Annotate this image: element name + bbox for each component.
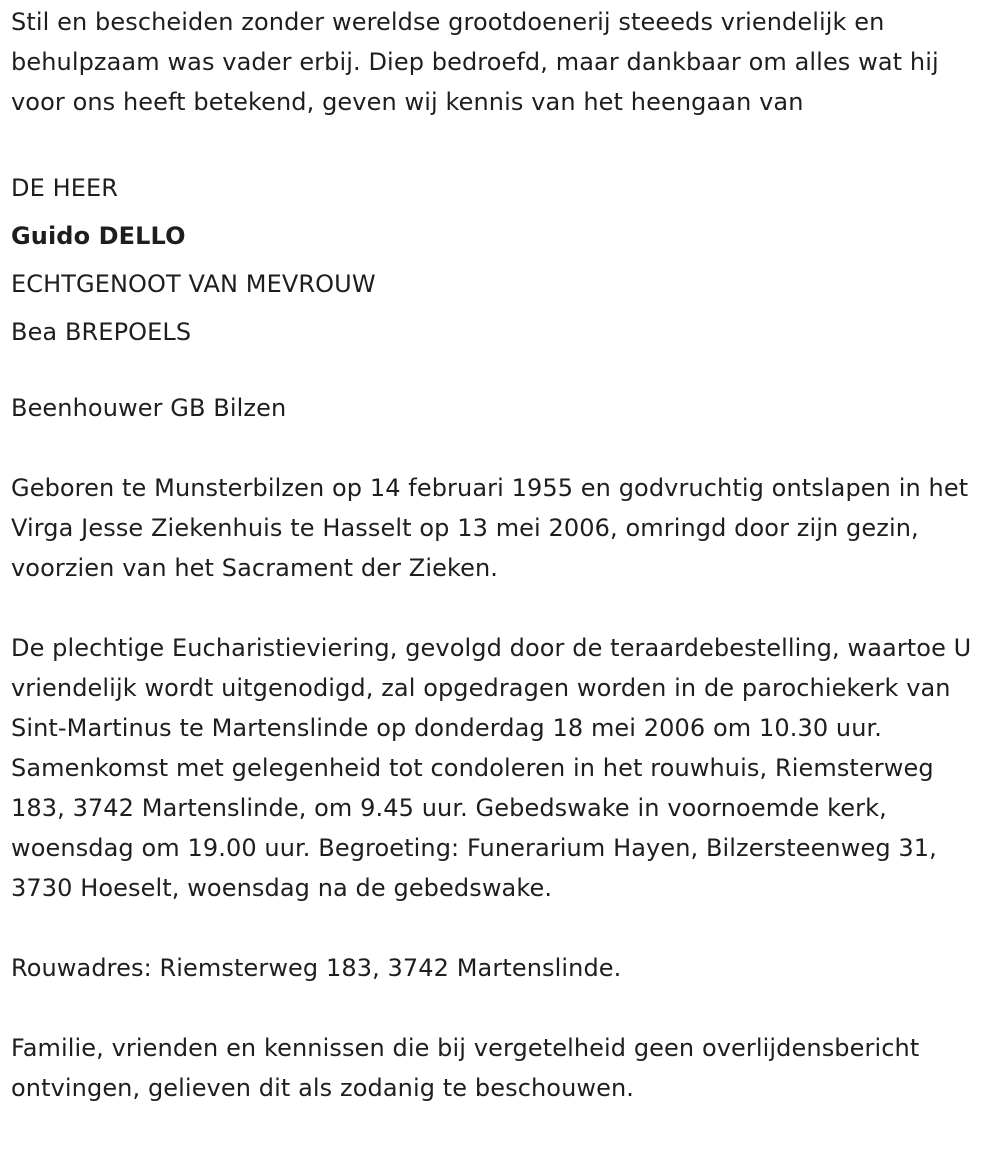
occupation: Beenhouwer GB Bilzen — [11, 394, 287, 422]
spacer — [11, 428, 995, 468]
title-prefix: DE HEER — [11, 174, 119, 202]
spacer — [11, 122, 995, 164]
spouse-prefix: ECHTGENOOT VAN MEVROUW — [11, 270, 376, 298]
deceased-block — [11, 164, 995, 356]
closing-paragraph: Familie, vrienden en kennissen die bij vergetelheid geen overlijdensbericht ontvingen, gelieven dit als zodanig te beschouwen. — [11, 1034, 920, 1102]
deceased-name: Guido DELLO — [11, 222, 186, 250]
spouse-name: Bea BREPOELS — [11, 318, 192, 346]
spacer — [11, 356, 995, 388]
birth-death-paragraph: Geboren te Munsterbilzen op 14 februari 1955 en godvruchtig ontslapen in het Virga Jesse Ziekenhuis te Hasselt op 13 mei 2006, omringd door zijn gezin, voorzien van het Sacrament der Zieken. — [11, 474, 969, 582]
spacer — [11, 988, 995, 1028]
spacer — [11, 588, 995, 628]
intro-paragraph: Stil en bescheiden zonder wereldse grootdoenerij steeeds vriendelijk en behulpzaam was vader erbij. Diep bedroefd, maar dankbaar om alles wat hij voor ons heeft betekend, geven wij kennis van het heengaan van — [11, 8, 939, 116]
spacer — [11, 908, 995, 948]
ceremony-paragraph: De plechtige Eucharistieviering, gevolgd door de teraardebestelling, waartoe U vriendelijk wordt uitgenodigd, zal opgedragen worden in de parochiekerk van Sint-Martinus te Martenslinde op donderdag 18 mei 2006 om 10.30 uur. Samenkomst met gelegenheid tot condoleren in het rouwhuis, Riemsterweg 183, 3742 Martenslinde, om 9.45 uur. Gebedswake in voornoemde kerk, woensdag om 19.00 uur. Begroeting: Funerarium Hayen, Bilzersteenweg 31, 3730 Hoeselt, woensdag na de gebedswake. — [11, 634, 972, 902]
mourning-address: Rouwadres: Riemsterweg 183, 3742 Martenslinde. — [11, 954, 622, 982]
obituary-notice — [11, 0, 995, 1108]
